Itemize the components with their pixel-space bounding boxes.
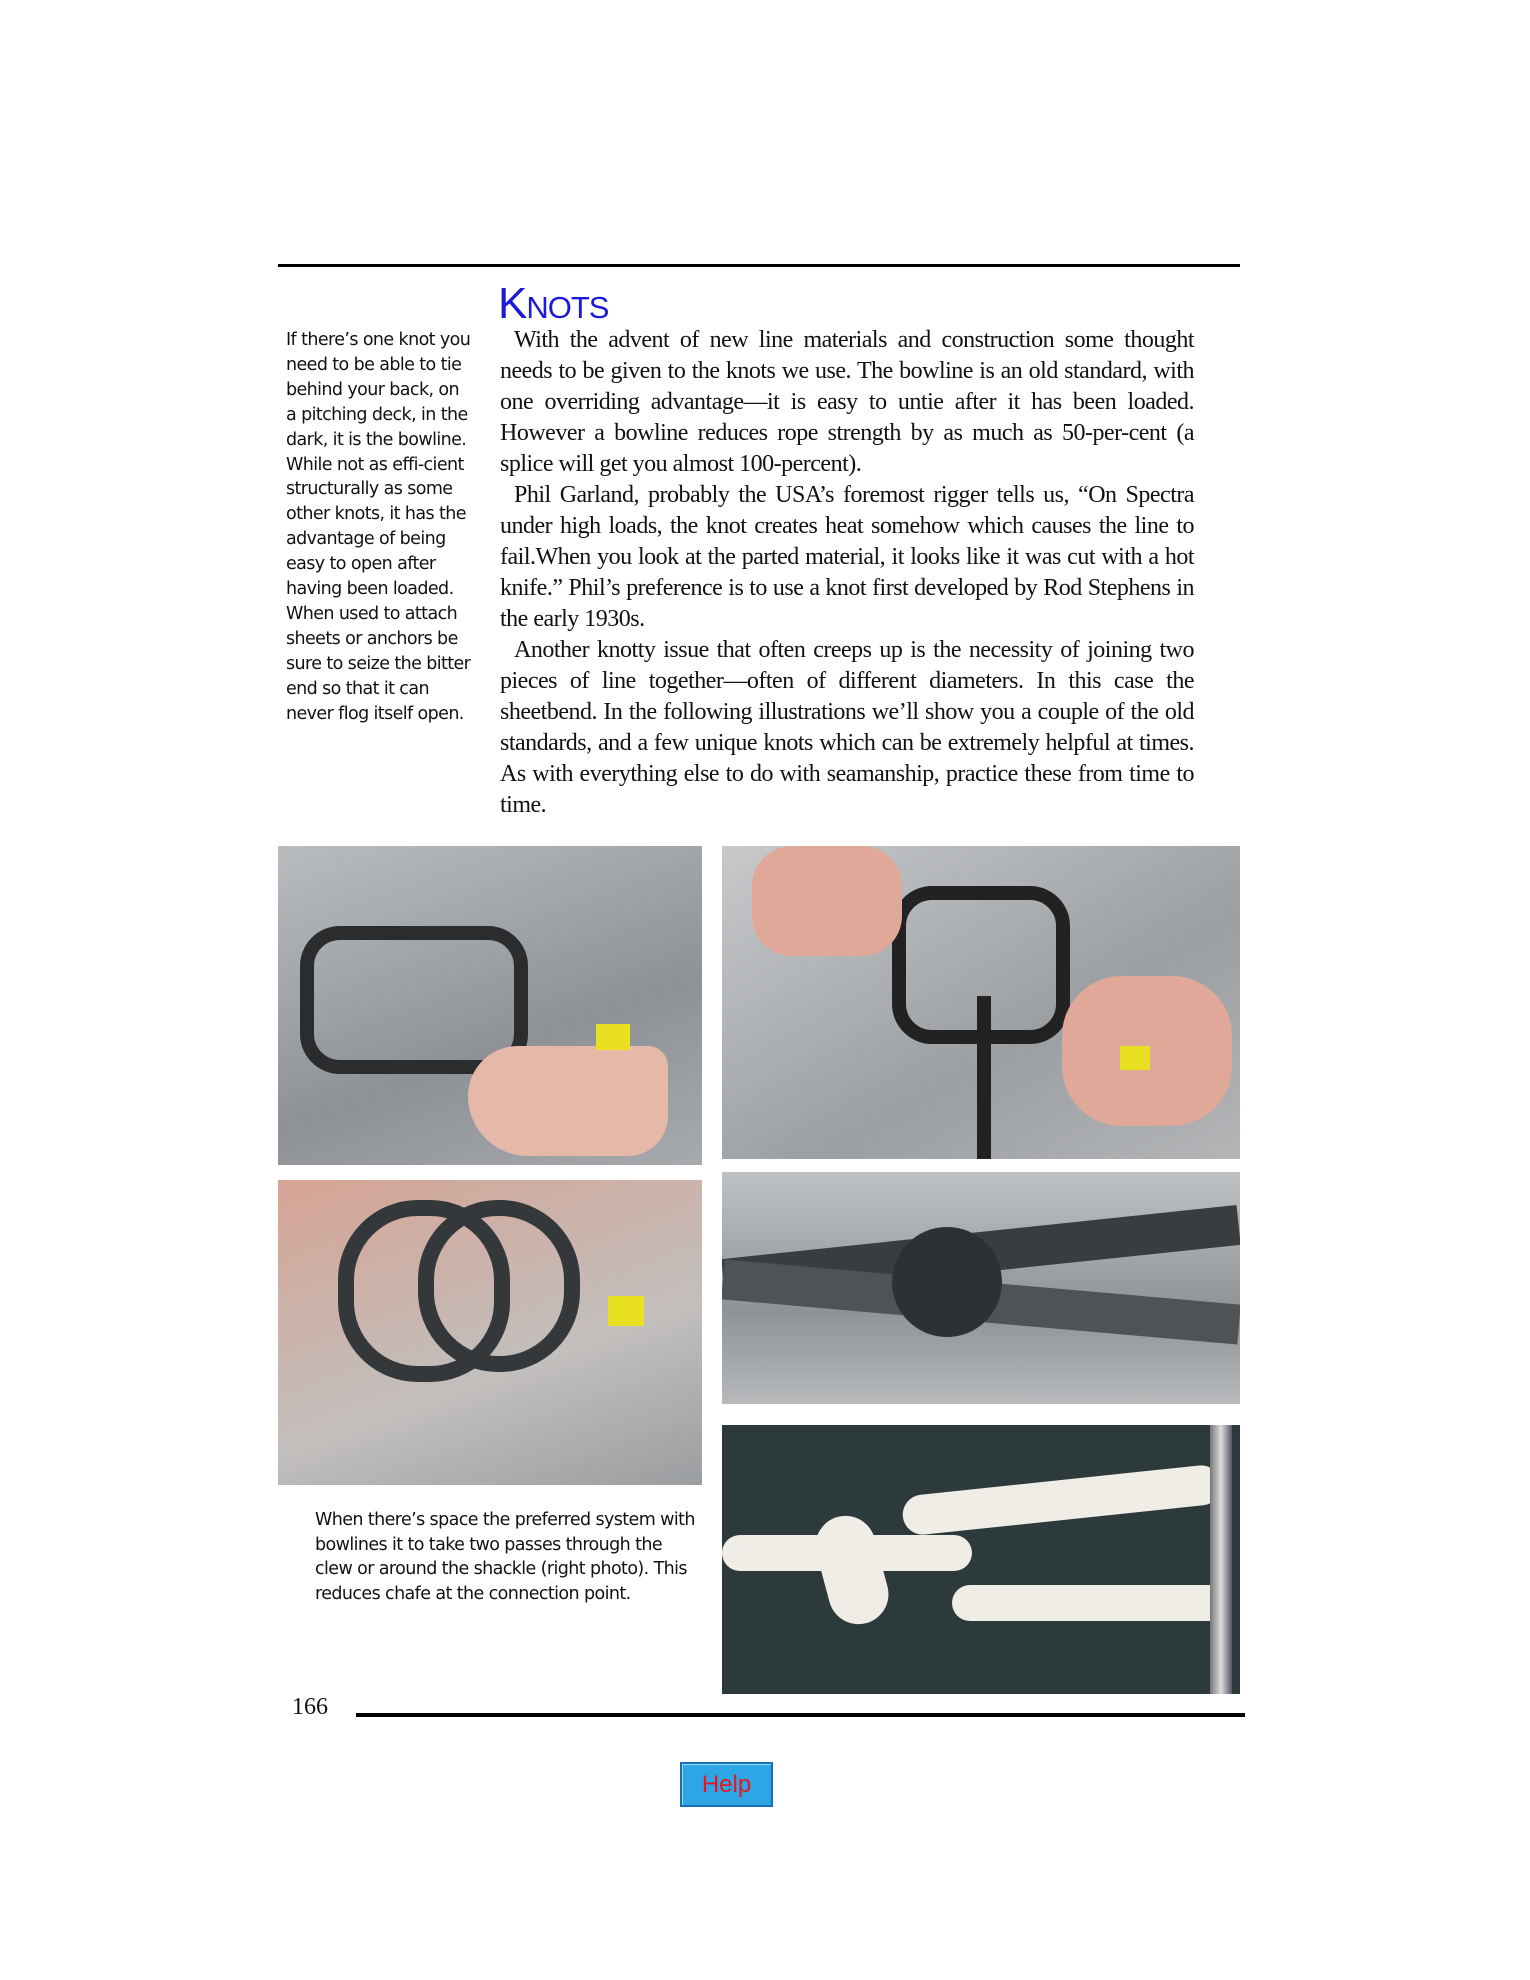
help-button[interactable]: Help <box>680 1762 773 1807</box>
sidebar-note: If there’s one knot you need to be able to tie behind your back, on a pitching deck, in the dark, it is the bowline. While not as effi-cient structurally as some other knots, it has the advantage of being easy to open after having been loaded. When used to attach sheets or anchors be sure to seize the bitter end so that it can never flog itself open. <box>286 330 471 724</box>
top-rule <box>278 264 1240 267</box>
section-title: Knots <box>498 279 609 328</box>
photo-bowline-step-2 <box>722 846 1240 1159</box>
body-paragraph: Phil Garland, probably the USA’s foremost rigger tells us, “On Spectra under high loads, the knot creates heat somehow which causes the line to fail.When you look at the parted material, it looks like it was cut with a hot knife.” Phil’s preference is to use a knot first developed by Rod Stephens in the early 1930s. <box>500 482 1194 632</box>
body-paragraph: Another knotty issue that often creeps up is the necessity of joining two pieces of line together—often of different diameters. In this case the sheetbend. In the following illustrations we’ll show you a couple of the old standards, and a few unique knots which can be extremely helpful at times. As with everything else to do with seamanship, practice these from time to time. <box>500 637 1194 818</box>
photo-bowline-step-3 <box>278 1180 702 1485</box>
photo-sheetbend <box>722 1172 1240 1404</box>
bottom-rule <box>356 1713 1245 1717</box>
page-number: 166 <box>292 1694 328 1720</box>
body-paragraph: With the advent of new line materials and construction some thought needs to be given to the knots we use. The bowline is an old standard, with one overriding advantage—it is easy to untie after it has been loaded. However a bowline reduces rope strength by as much as 50-per-cent (a splice will get you almost 100-percent). <box>500 327 1194 477</box>
body-text <box>500 325 1194 821</box>
photo-double-bowline-shackle <box>722 1425 1240 1694</box>
photo-caption: When there’s space the preferred system with bowlines it to take two passes through the clew or around the shackle (right photo). This reduces chafe at the connection point. <box>315 1510 695 1604</box>
photo-bowline-step-1 <box>278 846 702 1165</box>
